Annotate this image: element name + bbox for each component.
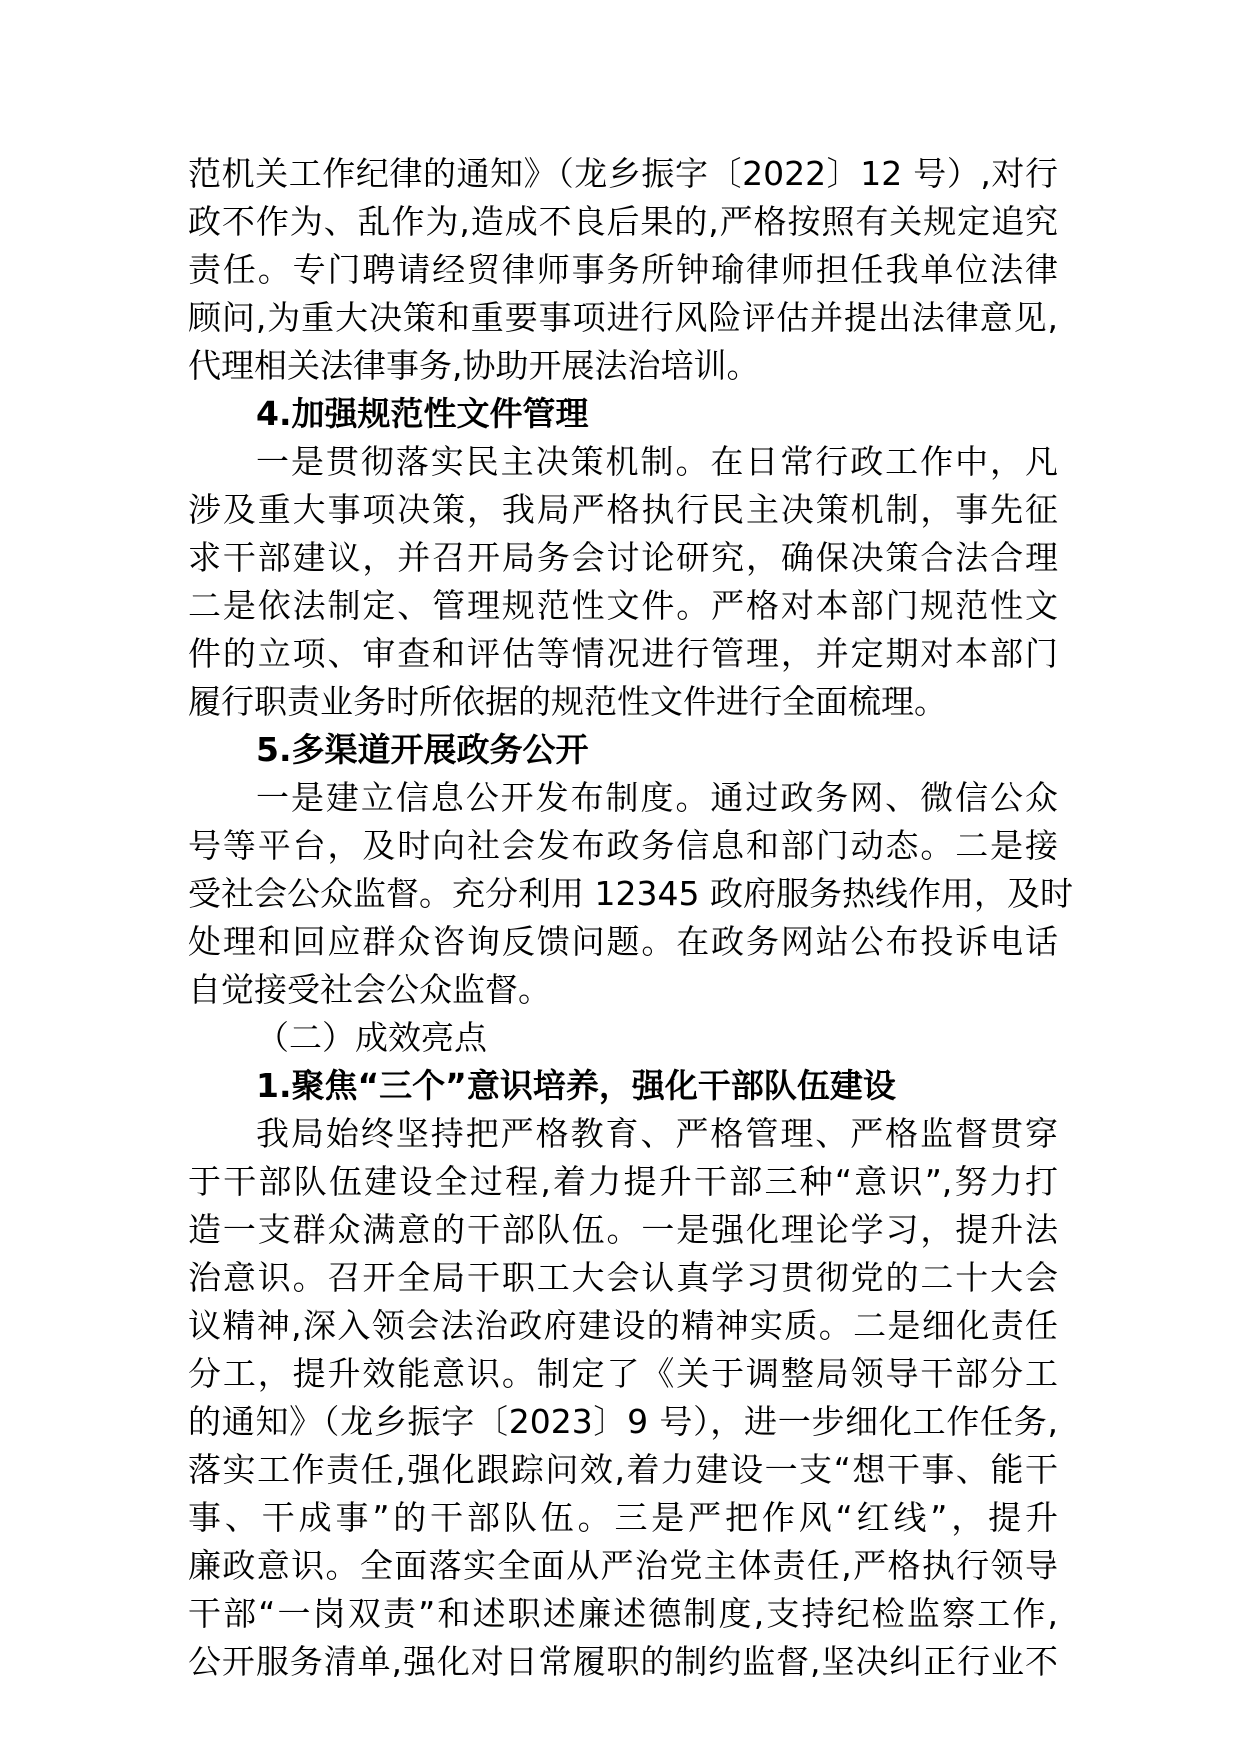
paragraph-line: 分工，提升效能意识。制定了《关于调整局领导干部分工 — [188, 1354, 1058, 1393]
paragraph-line: 涉及重大事项决策，我局严格执行民主决策机制，事先征 — [188, 490, 1058, 529]
paragraph-line: 公开服务清单,强化对日常履职的制约监督,坚决纠正行业不 — [188, 1642, 1058, 1681]
paragraph-line: 议精神,深入领会法治政府建设的精神实质。二是细化责任 — [188, 1306, 1058, 1345]
paragraph-line: 范机关工作纪律的通知》（龙乡振字〔2022〕12 号）,对行 — [188, 154, 1058, 193]
paragraph-line: 落实工作责任,强化跟踪问效,着力建设一支“想干事、能干 — [188, 1450, 1058, 1489]
paragraph-line: 政不作为、乱作为,造成不良后果的,严格按照有关规定追究 — [188, 202, 1058, 241]
paragraph-line: 责任。专门聘请经贸律师事务所钟瑜律师担任我单位法律 — [188, 250, 1058, 289]
paragraph-line: 处理和回应群众咨询反馈问题。在政务网站公布投诉电话 — [188, 922, 1058, 961]
paragraph-line: 一是贯彻落实民主决策机制。在日常行政工作中，凡 — [256, 442, 1058, 481]
section-heading: 4.加强规范性文件管理 — [256, 394, 589, 433]
section-heading: 5.多渠道开展政务公开 — [256, 730, 589, 769]
document-page — [188, 150, 1073, 1686]
paragraph-line: 事、干成事”的干部队伍。三是严把作风“红线”，提升 — [188, 1498, 1058, 1537]
paragraph-line: 我局始终坚持把严格教育、严格管理、严格监督贯穿 — [256, 1114, 1058, 1153]
paragraph-line: 的通知》（龙乡振字〔2023〕9 号），进一步细化工作任务, — [188, 1402, 1058, 1441]
paragraph-line: 号等平台，及时向社会发布政务信息和部门动态。二是接 — [188, 826, 1058, 865]
subsection-heading: （二）成效亮点 — [256, 1018, 487, 1057]
paragraph-line: 顾问,为重大决策和重要事项进行风险评估并提出法律意见, — [188, 298, 1058, 337]
paragraph-line: 代理相关法律事务,协助开展法治培训。 — [188, 346, 760, 385]
paragraph-line: 干部“一岗双责”和述职述廉述德制度,支持纪检监察工作, — [188, 1594, 1058, 1633]
paragraph-line: 求干部建议，并召开局务会讨论研究，确保决策合法合理 — [188, 538, 1058, 577]
paragraph-line: 履行职责业务时所依据的规范性文件进行全面梳理。 — [188, 682, 947, 721]
paragraph-line: 受社会公众监督。充分利用 12345 政府服务热线作用，及时 — [188, 874, 1073, 913]
section-heading: 1.聚焦“三个”意识培养，强化干部队伍建设 — [256, 1066, 896, 1105]
paragraph-line: 廉政意识。全面落实全面从严治党主体责任,严格执行领导 — [188, 1546, 1058, 1585]
paragraph-line: 自觉接受社会公众监督。 — [188, 970, 551, 1009]
paragraph-line: 治意识。召开全局干职工大会认真学习贯彻党的二十大会 — [188, 1258, 1058, 1297]
paragraph-line: 于干部队伍建设全过程,着力提升干部三种“意识”,努力打 — [188, 1162, 1058, 1201]
paragraph-line: 一是建立信息公开发布制度。通过政务网、微信公众 — [256, 778, 1058, 817]
paragraph-line: 二是依法制定、管理规范性文件。严格对本部门规范性文 — [188, 586, 1058, 625]
paragraph-line: 件的立项、审查和评估等情况进行管理，并定期对本部门 — [188, 634, 1058, 673]
paragraph-line: 造一支群众满意的干部队伍。一是强化理论学习，提升法 — [188, 1210, 1058, 1249]
